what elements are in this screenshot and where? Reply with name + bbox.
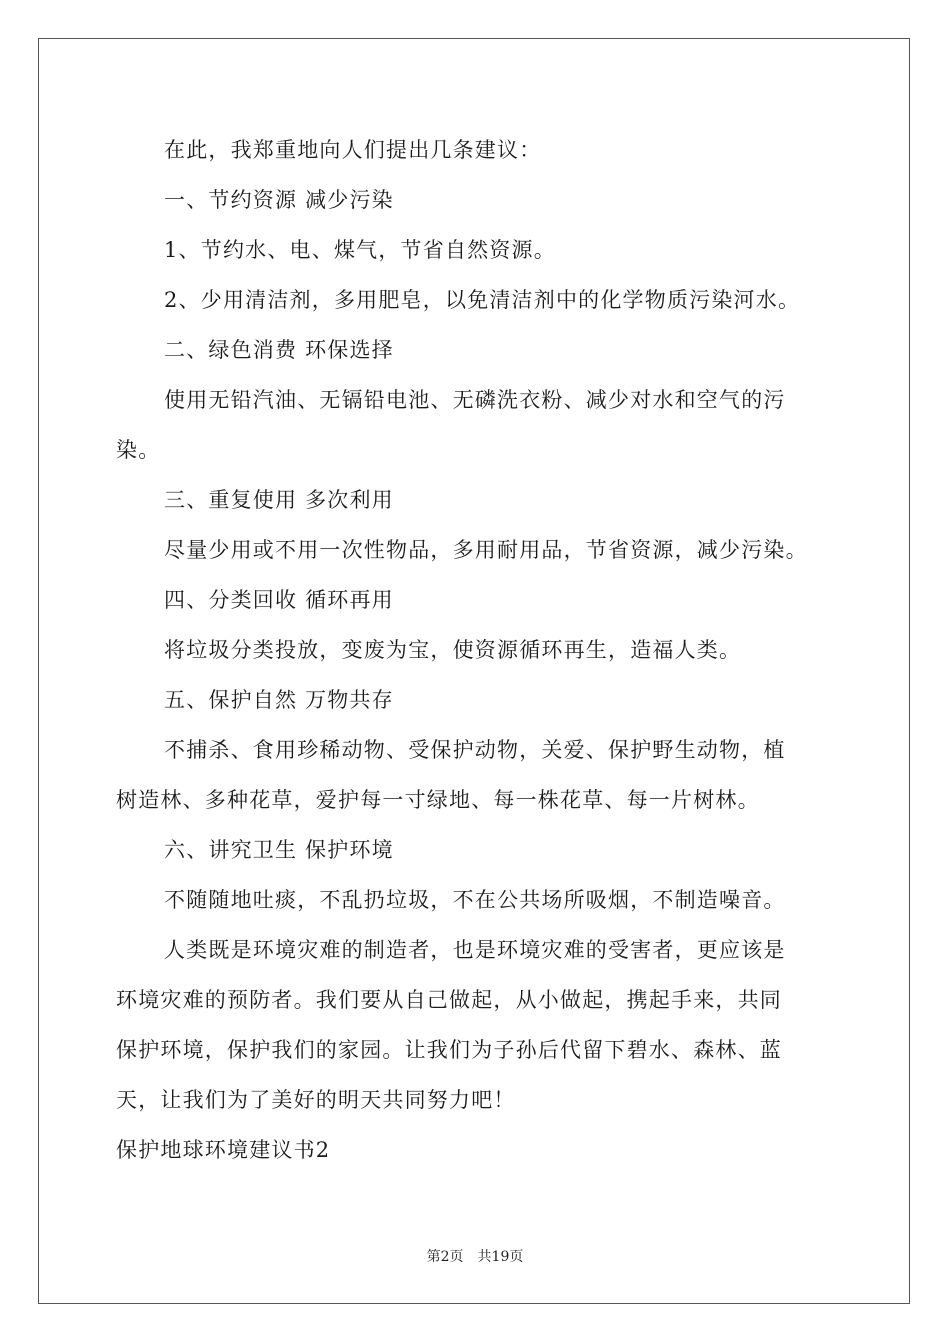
paragraph-line: 2、少用清洁剂，多用肥皂，以免清洁剂中的化学物质污染河水。 xyxy=(164,288,801,312)
paragraph-line: 环境灾难的预防者。我们要从自己做起，从小做起，携起手来，共同 xyxy=(116,988,782,1012)
paragraph-line: 不随随地吐痰，不乱扔垃圾，不在公共场所吸烟，不制造噪音。 xyxy=(164,888,786,912)
paragraph-line: 天，让我们为了美好的明天共同努力吧！ xyxy=(116,1088,516,1112)
document-title: 保护地球环境建议书2 xyxy=(116,1138,331,1162)
section-heading: 六、讲究卫生 保护环境 xyxy=(164,838,394,862)
paragraph-line: 使用无铅汽油、无镉铅电池、无磷洗衣粉、减少对水和空气的污 xyxy=(164,388,786,412)
page-footer xyxy=(0,1246,950,1266)
paragraph-line: 1、节约水、电、煤气，节省自然资源。 xyxy=(164,238,556,262)
paragraph-line: 将垃圾分类投放，变废为宝，使资源循环再生，造福人类。 xyxy=(164,638,742,662)
page-number: 第2页 xyxy=(426,1249,464,1265)
document-body xyxy=(116,125,836,1175)
paragraph-line: 树造林、多种花草，爱护每一寸绿地、每一株花草、每一片树林。 xyxy=(116,788,760,812)
page-total: 共19页 xyxy=(477,1249,524,1265)
paragraph-line: 染。 xyxy=(116,438,161,462)
section-heading: 一、节约资源 减少污染 xyxy=(164,188,394,212)
paragraph-line: 尽量少用或不用一次性物品，多用耐用品，节省资源，减少污染。 xyxy=(164,538,808,562)
paragraph-line: 保护环境，保护我们的家园。让我们为子孙后代留下碧水、森林、蓝 xyxy=(116,1038,782,1062)
section-heading: 五、保护自然 万物共存 xyxy=(164,688,394,712)
section-heading: 二、绿色消费 环保选择 xyxy=(164,338,394,362)
section-heading: 四、分类回收 循环再用 xyxy=(164,588,394,612)
paragraph-line: 人类既是环境灾难的制造者，也是环境灾难的受害者，更应该是 xyxy=(164,938,786,962)
paragraph-line: 在此，我郑重地向人们提出几条建议： xyxy=(164,138,542,162)
section-heading: 三、重复使用 多次利用 xyxy=(164,488,394,512)
paragraph-line: 不捕杀、食用珍稀动物、受保护动物，关爱、保护野生动物，植 xyxy=(164,738,786,762)
